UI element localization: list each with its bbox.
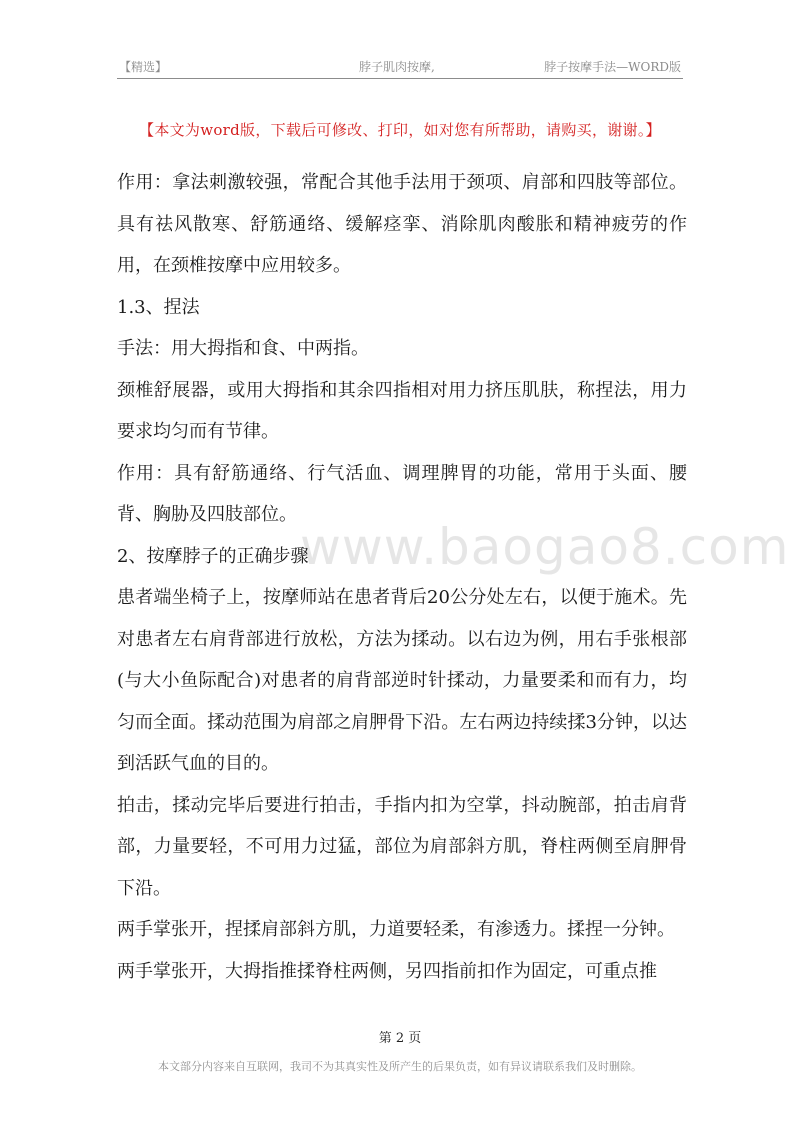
section-heading: 2、按摩脖子的正确步骤 <box>117 545 309 567</box>
header-right-title: 脖子按摩手法—WORD版 <box>544 60 681 74</box>
header-left-label: 【精选】 <box>119 60 168 74</box>
paragraph: 两手掌张开，捏揉肩部斜方肌，力道要轻柔，有渗透力。揉捏一分钟。 <box>117 919 675 940</box>
section-heading: 1.3、捏法 <box>117 296 200 318</box>
paragraph: 作用：具有舒筋通络、行气活血、调理脾胃的功能，常用于头面、腰背、胸胁及四肢部位。 <box>117 462 687 525</box>
page-header <box>117 52 683 79</box>
header-center-title: 脖子肌肉按摩, <box>359 60 435 74</box>
paragraph: 患者端坐椅子上，按摩师站在患者背后20公分处左右，以便于施术。先对患者左右肩背部进行放松，方法为揉动。以右边为例，用右手张根部(与大小鱼际配合)对患者的肩背部逆时针揉动，力量要柔和而有力，均匀而全面。揉动范围为肩部之肩胛骨下沿。左右两边持续揉3分钟，以达到活跃气血的目的。 <box>117 587 687 774</box>
paragraph: 手法：用大拇指和食、中两指。 <box>117 338 369 359</box>
watermark-text: www.baogao8.com <box>300 518 790 576</box>
download-notice: 【本文为word版，下载后可修改、打印，如对您有所帮助，请购买，谢谢。】 <box>139 121 661 139</box>
page-number: 第 2 页 <box>378 1031 422 1046</box>
paragraph: 拍击，揉动完毕后要进行拍击，手指内扣为空掌，抖动腕部，拍击肩背部，力量要轻，不可用力过猛，部位为肩部斜方肌，脊柱两侧至肩胛骨下沿。 <box>117 794 687 899</box>
paragraph: 两手掌张开，大拇指推揉脊柱两侧，另四指前扣作为固定，可重点推 <box>117 960 657 982</box>
paragraph: 颈椎舒展器，或用大拇指和其余四指相对用力挤压肌肤，称捏法，用力要求均匀而有节律。 <box>117 379 687 442</box>
document-body <box>117 162 687 992</box>
paragraph: 作用：拿法刺激较强，常配合其他手法用于颈项、肩部和四肢等部位。具有祛风散寒、舒筋通络、缓解痉挛、消除肌肉酸胀和精神疲劳的作用，在颈椎按摩中应用较多。 <box>117 172 687 276</box>
disclaimer-note: 本文部分内容来自互联网，我司不为其真实性及所产生的后果负责，如有异议请联系我们及时删除。 <box>158 1060 642 1073</box>
